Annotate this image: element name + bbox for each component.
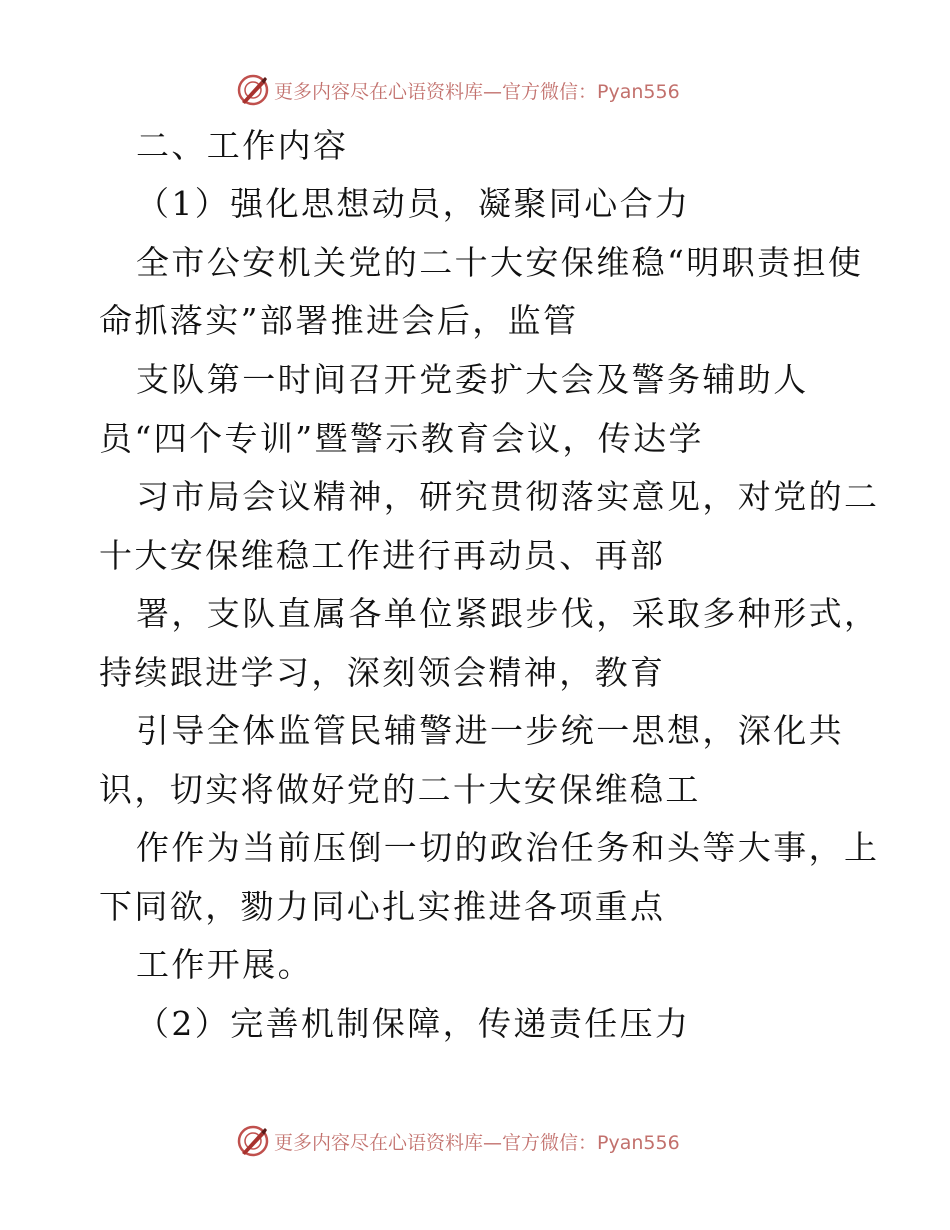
paragraph-line: 工作开展。 bbox=[136, 945, 313, 984]
paragraph-line: 引导全体监管民辅警进一步统一思想，深化共 bbox=[136, 711, 844, 750]
paragraph-line: 十大安保维稳工作进行再动员、再部 bbox=[99, 536, 666, 575]
watermark-text: 更多内容尽在心语资料库—官方微信：Pyan556 bbox=[274, 1131, 680, 1154]
paragraph-line: 署，支队直属各单位紧跟步伐，采取多种形式， bbox=[136, 594, 880, 633]
watermark-text: 更多内容尽在心语资料库—官方微信：Pyan556 bbox=[274, 80, 680, 103]
header-watermark bbox=[236, 73, 680, 107]
pen-logo-icon bbox=[236, 73, 270, 107]
pen-logo-icon bbox=[236, 1124, 270, 1158]
paragraph-line: 作作为当前压倒一切的政治任务和头等大事，上 bbox=[136, 828, 880, 867]
subsection-heading: （2）完善机制保障，传递责任压力 bbox=[136, 1004, 691, 1043]
paragraph-line: 习市局会议精神，研究贯彻落实意见，对党的二 bbox=[136, 477, 880, 516]
section-heading: 二、工作内容 bbox=[136, 126, 349, 165]
paragraph-line: 支队第一时间召开党委扩大会及警务辅助人 bbox=[136, 360, 809, 399]
paragraph-line: 全市公安机关党的二十大安保维稳“明职责担使 bbox=[136, 243, 864, 282]
paragraph-line: 员“四个专训”暨警示教育会议，传达学 bbox=[99, 419, 704, 458]
footer-watermark bbox=[236, 1124, 680, 1158]
paragraph-line: 识，切实将做好党的二十大安保维稳工 bbox=[99, 770, 701, 809]
paragraph-line: 持续跟进学习，深刻领会精神，教育 bbox=[99, 653, 666, 692]
paragraph-line: 下同欲，勠力同心扎实推进各项重点 bbox=[99, 887, 666, 926]
paragraph-line: 命抓落实”部署推进会后，监管 bbox=[99, 301, 579, 340]
subsection-heading: （1）强化思想动员，凝聚同心合力 bbox=[136, 184, 691, 223]
